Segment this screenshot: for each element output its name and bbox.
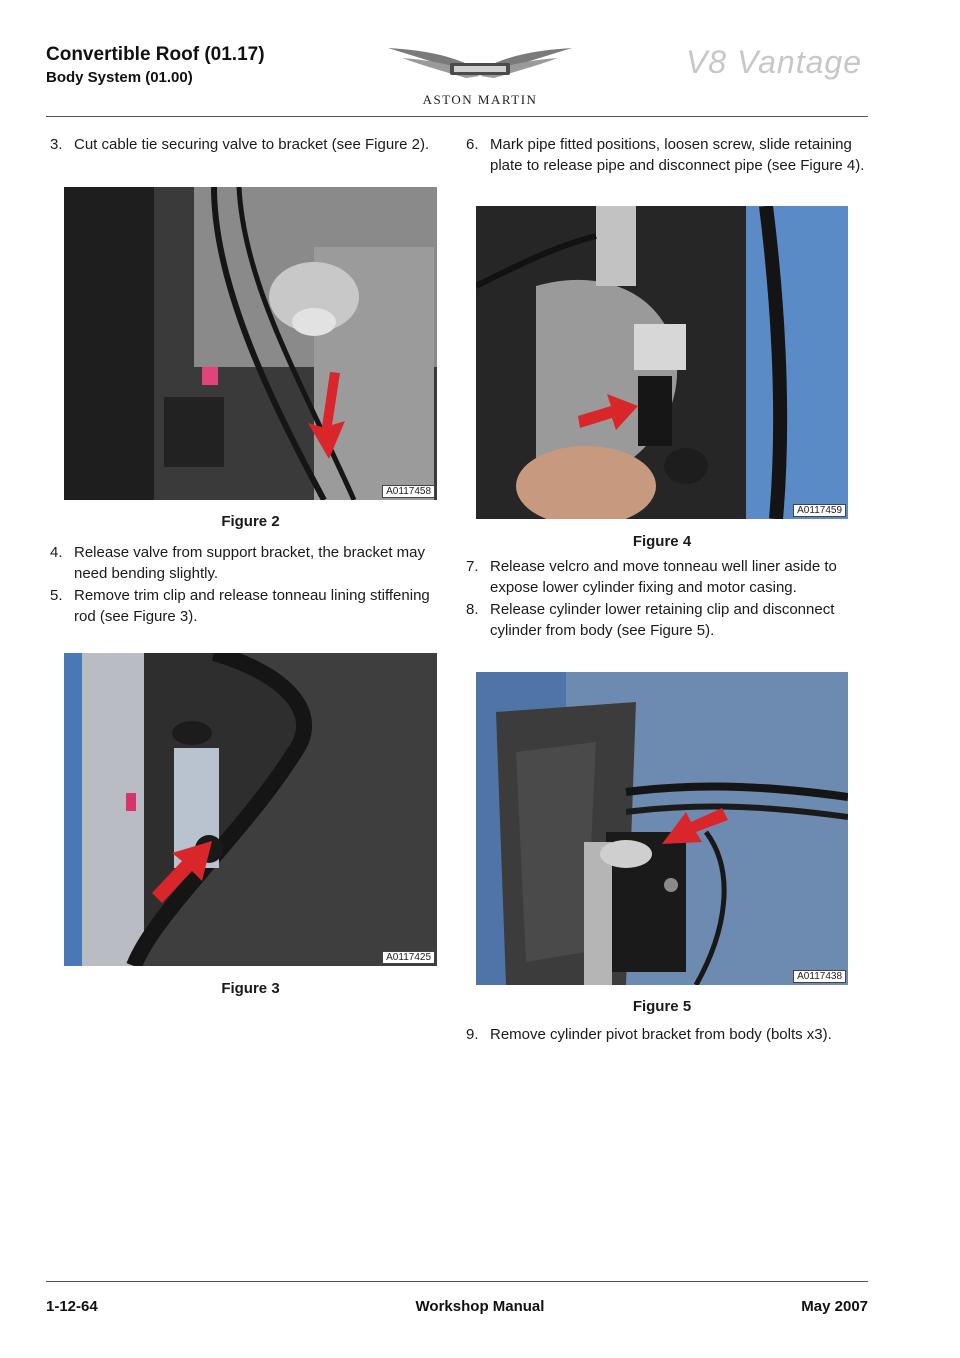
step-5: 5. Remove trim clip and release tonneau lining stiffening rod (see Figure 3). — [50, 587, 430, 625]
step-8: 8. Release cylinder lower retaining clip and disconnect cylinder from body (see Figure 5). — [466, 601, 835, 639]
footer-rule — [46, 1281, 868, 1282]
manual-title: Workshop Manual — [415, 1298, 545, 1315]
publication-date: May 2007 — [801, 1298, 868, 1315]
step-9: 9. Remove cylinder pivot bracket from body (bolts x3). — [466, 1026, 832, 1043]
step-6: 6. Mark pipe fitted positions, loosen screw, slide retaining plate to release pipe and disconnect pipe (see Figure 4). — [466, 136, 865, 174]
figure-4-caption: Figure 4 — [632, 533, 692, 550]
figure-3-photo — [64, 653, 437, 966]
figure-3-caption: Figure 3 — [221, 980, 280, 997]
figure-5-ref: A0117438 — [793, 970, 846, 983]
step-3: 3. Cut cable tie securing valve to bracket (see Figure 2). — [50, 136, 430, 153]
section-subtitle: Body System (01.00) — [46, 69, 193, 86]
figure-2-photo — [64, 187, 437, 500]
figure-2-ref: A0117458 — [382, 485, 435, 498]
brand-logo-text: ASTON MARTIN — [422, 92, 538, 107]
figure-4-ref: A0117459 — [793, 504, 846, 517]
page-number: 1-12-64 — [46, 1298, 98, 1315]
model-logo: V8 Vantage — [685, 44, 862, 80]
step-4: 4. Release valve from support bracket, the bracket may need bending slightly. — [50, 544, 425, 582]
figure-4-photo — [476, 206, 848, 519]
figure-5-photo — [476, 672, 848, 985]
header-rule — [46, 116, 868, 117]
figure-2-caption: Figure 2 — [221, 513, 280, 530]
figure-3-ref: A0117425 — [382, 951, 435, 964]
step-7: 7. Release velcro and move tonneau well liner aside to expose lower cylinder fixing and motor casing. — [466, 558, 837, 596]
figure-5-caption: Figure 5 — [632, 998, 692, 1015]
section-title: Convertible Roof (01.17) — [46, 44, 265, 65]
